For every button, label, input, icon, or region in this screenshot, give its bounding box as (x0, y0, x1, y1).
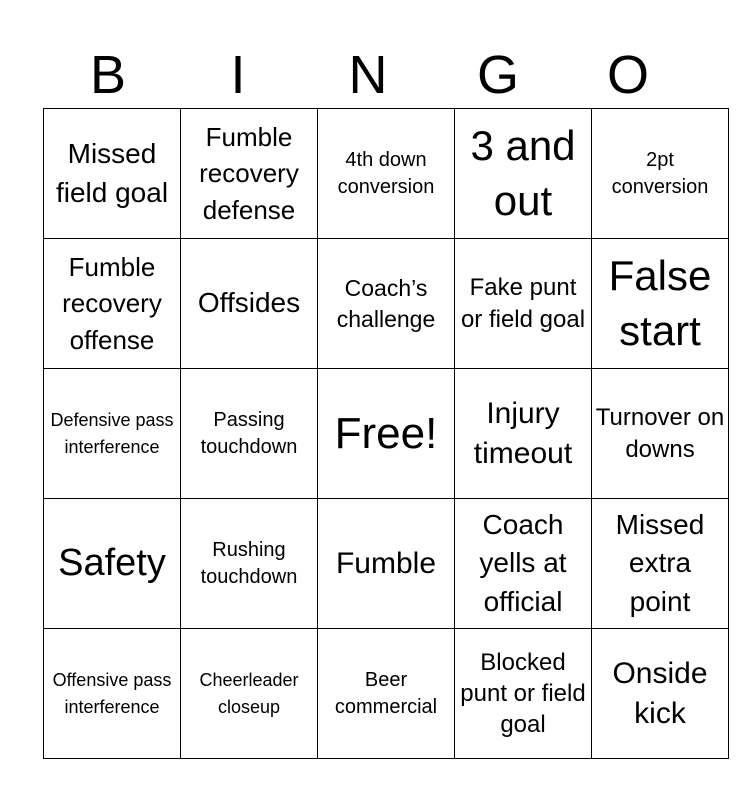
bingo-grid (43, 108, 729, 759)
bingo-cell[interactable]: Beer commercial (318, 629, 455, 759)
grid-row (44, 109, 729, 239)
bingo-cell[interactable]: Offensive pass interference (44, 629, 181, 759)
header-letter-g: G (476, 45, 519, 105)
bingo-cell[interactable]: Injury timeout (455, 369, 592, 499)
header-letter-o: O (606, 45, 649, 105)
bingo-cell[interactable]: Cheerleader closeup (181, 629, 318, 759)
bingo-cell[interactable]: Missed field goal (44, 109, 181, 239)
free-space-cell[interactable]: Free! (318, 369, 455, 499)
bingo-cell[interactable]: Coach’s challenge (318, 239, 455, 369)
bingo-cell[interactable]: Passing touchdown (181, 369, 318, 499)
grid-row (44, 239, 729, 369)
bingo-cell[interactable]: Blocked punt or field goal (455, 629, 592, 759)
bingo-cell[interactable]: Coach yells at official (455, 499, 592, 629)
bingo-cell[interactable]: Safety (44, 499, 181, 629)
bingo-cell[interactable]: False start (592, 239, 729, 369)
bingo-cell[interactable]: Rushing touchdown (181, 499, 318, 629)
bingo-cell[interactable]: Defensive pass interference (44, 369, 181, 499)
bingo-cell[interactable]: Fumble recovery defense (181, 109, 318, 239)
bingo-cell[interactable]: Missed extra point (592, 499, 729, 629)
bingo-cell[interactable]: Fumble recovery offense (44, 239, 181, 369)
bingo-cell[interactable]: 4th down conversion (318, 109, 455, 239)
header-letter-b: B (89, 45, 127, 105)
bingo-cell[interactable]: Fumble (318, 499, 455, 629)
bingo-cell[interactable]: Turnover on downs (592, 369, 729, 499)
bingo-cell[interactable]: 3 and out (455, 109, 592, 239)
grid-row (44, 499, 729, 629)
header-letter-i: I (230, 45, 246, 105)
bingo-cell[interactable]: Offsides (181, 239, 318, 369)
grid-row (44, 629, 729, 759)
bingo-cell[interactable]: Onside kick (592, 629, 729, 759)
bingo-cell[interactable]: 2pt conversion (592, 109, 729, 239)
bingo-header (43, 42, 693, 108)
grid-row (44, 369, 729, 499)
bingo-cell[interactable]: Fake punt or field goal (455, 239, 592, 369)
header-letter-n: N (348, 45, 388, 105)
